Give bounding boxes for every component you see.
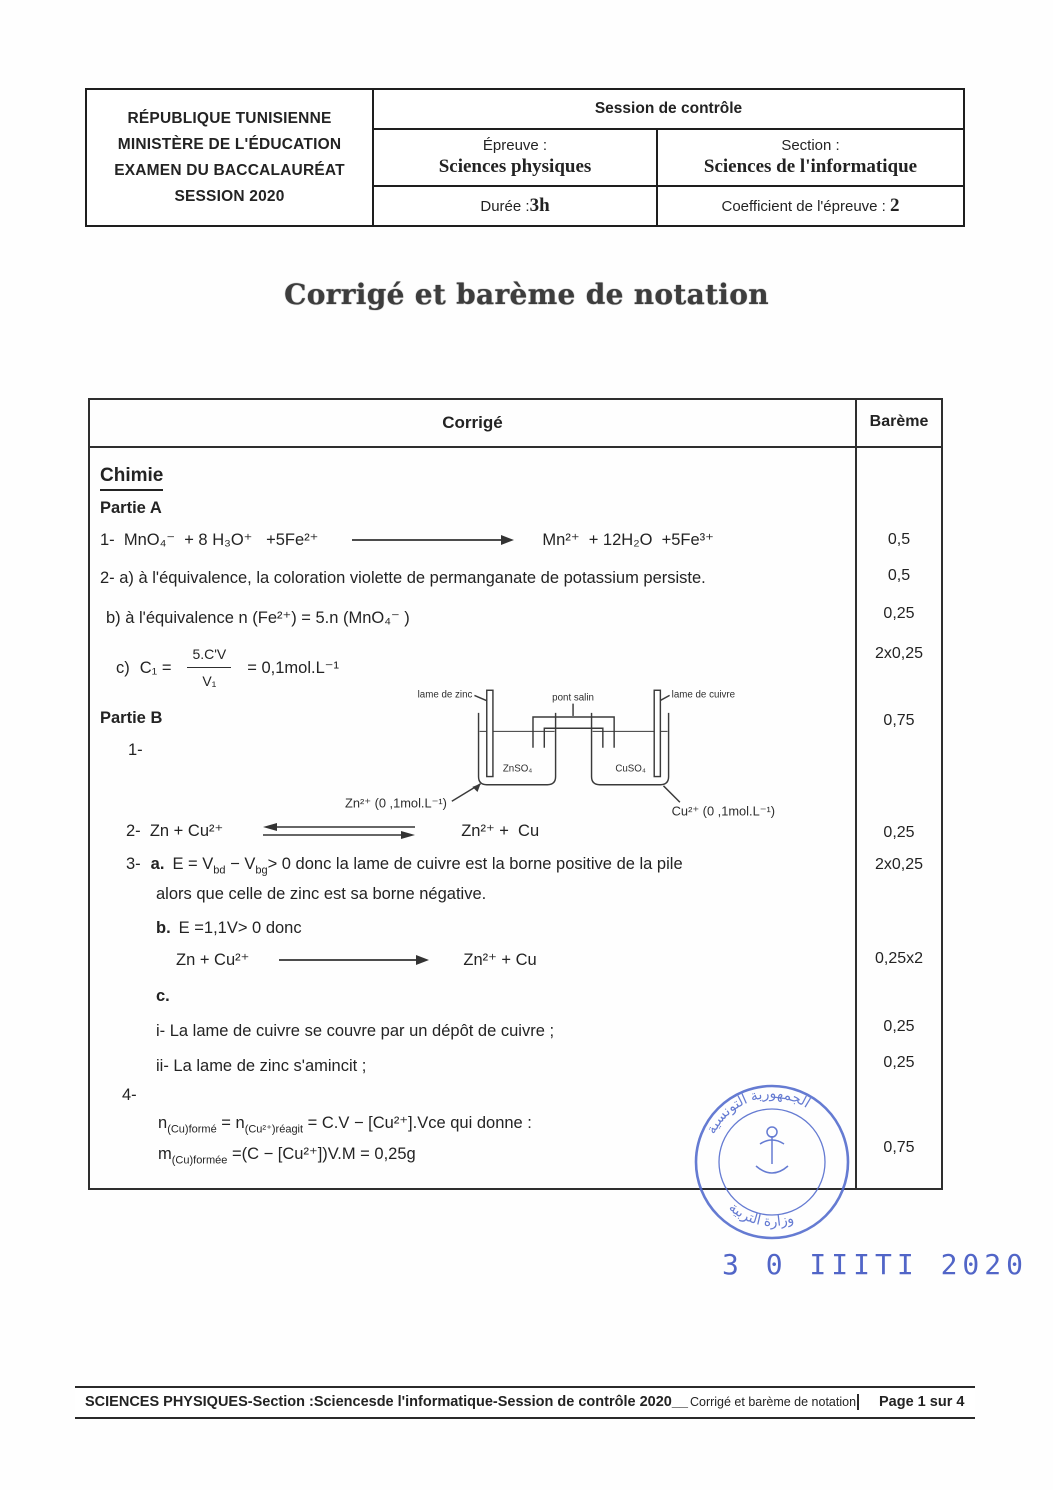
label-cuso4: CuSO₄ [615, 763, 646, 775]
label-znso4: ZnSO₄ [502, 763, 533, 775]
row-question-2a [90, 559, 941, 597]
header-ministry-line: MINISTÈRE DE L'ÉDUCATION [117, 135, 342, 153]
subscript-cu-reagit: (Cu²⁺)réagit [244, 1123, 304, 1136]
answer-3a-part1: E = V [172, 855, 214, 873]
header-exam-line: EXAMEN DU BACCALAURÉAT [114, 161, 345, 179]
subscript-bg: bg [255, 864, 268, 877]
row-partie-b [90, 689, 941, 819]
row-chimie-heading [90, 448, 941, 493]
bareme-value: 0,5 [887, 531, 911, 548]
equilibrium-arrows-icon [263, 823, 415, 839]
label-lame-de-zinc: lame de zinc [417, 689, 473, 701]
header-republic-line: RÉPUBLIQUE TUNISIENNE [127, 109, 332, 127]
coefficient-label: Coefficient de l'épreuve : [721, 198, 891, 215]
row-answer-i [90, 1010, 941, 1046]
section-cell [658, 130, 963, 185]
bareme-empty [857, 978, 941, 1010]
row-equation-1 [90, 523, 941, 559]
coefficient-value: 2 [890, 195, 900, 216]
answer-3a-part2: − V [225, 855, 256, 873]
zinc-electrode [487, 690, 493, 776]
item-1-label: 1- [128, 741, 143, 759]
equation-2-left: 2- Zn + Cu²⁺ [126, 822, 224, 840]
partie-a-heading: Partie A [100, 499, 162, 517]
equation-2-right: Zn²⁺ + Cu [461, 822, 540, 840]
bareme-empty [857, 493, 941, 523]
section-label: Section : [781, 137, 840, 154]
stamp-emblem-icon [756, 1127, 788, 1173]
answer-4-eq: = n [216, 1114, 245, 1133]
official-ministry-stamp [686, 1078, 858, 1248]
epreuve-label: Épreuve : [482, 137, 548, 154]
section-value: Sciences de l'informatique [703, 156, 918, 177]
header-row-duree-coefficient [374, 187, 963, 225]
question-3b-label: b. [156, 919, 171, 938]
answer-4-n: n [158, 1114, 168, 1133]
column-header-bareme: Barème [869, 413, 929, 430]
bareme-value: 0,25 [883, 1054, 915, 1072]
equation-3-right: Zn²⁺ + Cu [463, 951, 537, 970]
epreuve-cell [374, 130, 658, 185]
reaction-arrow-icon [352, 534, 514, 546]
partie-b-heading: Partie B [100, 709, 163, 727]
label-lame-de-cuivre: lame de cuivre [671, 689, 736, 701]
answer-4-rest: = C.V − [Cu²⁺].Vce qui donne : [303, 1114, 532, 1133]
bareme-value: 0,75 [883, 712, 915, 729]
answer-4-m: m [158, 1144, 172, 1163]
exam-header-table [85, 88, 965, 227]
bareme-value: 2x0,25 [874, 856, 924, 873]
equation-1-right: Mn²⁺ + 12H₂O +5Fe³⁺ [542, 531, 714, 549]
subscript-bd: bd [213, 864, 226, 877]
fraction-denominator: V₁ [202, 673, 217, 689]
bareme-empty [857, 1080, 941, 1108]
answer-ii-text: ii- La lame de zinc s'amincit ; [156, 1057, 367, 1076]
bareme-value: 2x0,25 [874, 645, 924, 662]
answer-4-m-rest: =(C − [Cu²⁺])V.M = 0,25g [227, 1144, 416, 1163]
reaction-arrow-icon [279, 954, 429, 966]
stamp-arabic-top-text: الجمهورية التونسية [702, 1084, 814, 1137]
bareme-value: 0,75 [883, 1139, 915, 1157]
answer-2b-text: b) à l'équivalence n (Fe²⁺) = 5.n (MnO₄⁻ ) [106, 609, 410, 627]
column-header-corrige: Corrigé [90, 400, 857, 446]
bareme-empty [857, 908, 941, 942]
footer-subtitle: Corrigé et barème de notation [689, 1395, 857, 1409]
row-question-3a [90, 848, 941, 908]
header-session-line: SESSION 2020 [174, 187, 285, 205]
row-question-2b [90, 597, 941, 637]
correction-table [88, 398, 943, 1190]
row-equation-3 [90, 942, 941, 978]
bareme-empty [857, 448, 941, 493]
svg-text:وزارة التربية [726, 1199, 796, 1230]
footer-document-title: SCIENCES PHYSIQUES-Section :Sciencesde l'informatique-Session de contrôle 2020__ [85, 1394, 688, 1410]
bareme-value: 0,25 [883, 824, 915, 841]
table-header-row [90, 400, 941, 448]
bareme-value: 0,25x2 [874, 950, 924, 968]
header-row-epreuve-section [374, 130, 963, 187]
question-3a-label: a. [150, 855, 165, 873]
epreuve-value: Sciences physiques [438, 156, 592, 177]
question-3c-label: c. [156, 987, 170, 1006]
label-zn-ion-concentration: Zn²⁺ (0 ,1mol.L⁻¹) [345, 795, 447, 811]
header-institution-block [87, 90, 374, 225]
stamp-arabic-bottom-text: وزارة التربية [726, 1198, 796, 1230]
answer-2c-label: c) [116, 658, 130, 677]
question-4-number: 4- [122, 1086, 137, 1105]
page-footer [75, 1386, 975, 1419]
answer-3a-line2: alors que celle de zinc est sa borne négative. [156, 885, 487, 904]
row-partie-a [90, 493, 941, 523]
bareme-value: 0,5 [887, 567, 911, 584]
header-right-block [374, 90, 963, 225]
answer-2a-text: 2- a) à l'équivalence, la coloration violette de permanganate de potassium persiste. [100, 569, 706, 587]
chimie-heading: Chimie [100, 464, 163, 491]
label-cu-ion-concentration: Cu²⁺ (0 ,1mol.L⁻¹) [671, 803, 776, 819]
answer-2c-rhs: = 0,1mol.L⁻¹ [247, 658, 339, 677]
subscript-cu-formee: (Cu)formée [171, 1153, 228, 1166]
coefficient-cell [658, 187, 963, 225]
duree-label: Durée : [480, 198, 530, 215]
electrochemical-cell-diagram [345, 686, 797, 825]
equation-3-left: Zn + Cu²⁺ [176, 951, 250, 970]
equation-1-left: 1- MnO₄⁻ + 8 H₃O⁺ +5Fe²⁺ [100, 531, 319, 549]
subscript-cu-forme: (Cu)formé [167, 1123, 217, 1136]
session-controle-label: Session de contrôle [374, 90, 963, 130]
copper-electrode [654, 690, 660, 776]
duree-value: 3h [529, 195, 550, 216]
table-body [90, 448, 941, 1188]
row-question-3b [90, 908, 941, 942]
fraction-numerator: 5.C'V [187, 642, 231, 668]
duree-cell [374, 187, 658, 225]
answer-3b-text: E =1,1V> 0 donc [178, 919, 302, 938]
answer-3a-part3: > 0 donc la lame de cuivre est la borne positive de la pile [267, 855, 683, 873]
fraction [187, 642, 231, 693]
footer-page-number: Page 1 sur 4 [857, 1394, 965, 1410]
answer-i-text: i- La lame de cuivre se couvre par un dépôt de cuivre ; [156, 1022, 555, 1041]
bareme-value: 0,25 [883, 1018, 915, 1036]
document-title: Corrigé et barème de notation [284, 278, 769, 311]
answer-2c-lhs: C₁ = [139, 658, 172, 677]
question-3-number: 3- [126, 855, 141, 873]
label-pont-salin: pont salin [552, 692, 594, 704]
bareme-value: 0,25 [883, 605, 915, 622]
row-question-3c [90, 978, 941, 1010]
row-answer-ii [90, 1046, 941, 1080]
stamp-date: 3 0 IIITI 2020 [722, 1248, 1029, 1281]
